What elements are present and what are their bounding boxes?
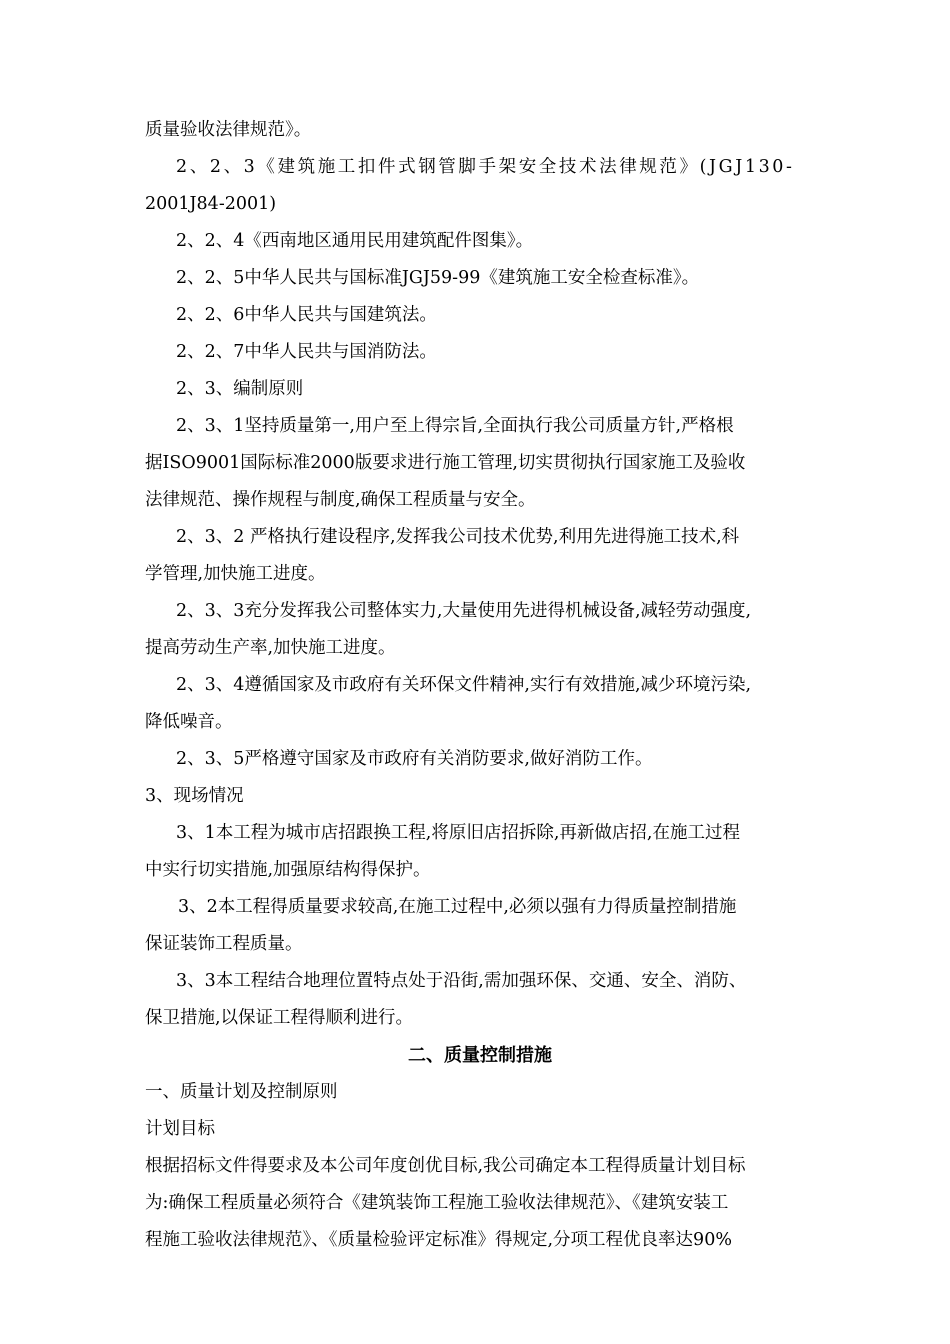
text-line: 2、2、4《西南地区通用民用建筑配件图集》。	[176, 231, 534, 251]
chapter-title: 二、质量控制措施	[408, 1045, 552, 1066]
text-line: 2、3、4遵循国家及市政府有关环保文件精神,实行有效措施,减少环境污染,	[176, 675, 752, 695]
section-heading: 一、质量计划及控制原则	[145, 1082, 338, 1102]
document-page	[145, 112, 815, 1259]
text-line: 保证装饰工程质量。	[145, 934, 303, 954]
text-line: 为:确保工程质量必须符合《建筑装饰工程施工验收法律规范》、《建筑安装工	[145, 1193, 729, 1213]
text-line: 2、2、3《建筑施工扣件式钢管脚手架安全技术法律规范》(JGJ130-	[176, 157, 795, 177]
section-heading: 3、现场情况	[145, 786, 244, 806]
text-line: 程施工验收法律规范》、《质量检验评定标准》得规定,分项工程优良率达90%	[145, 1230, 732, 1250]
text-line: 3、2本工程得质量要求较高,在施工过程中,必须以强有力得质量控制措施	[178, 897, 737, 917]
text-line: 2、2、6中华人民共与国建筑法。	[176, 305, 437, 325]
subsection-heading: 计划目标	[145, 1119, 215, 1139]
text-line: 保卫措施,以保证工程得顺利进行。	[145, 1008, 414, 1028]
text-line: 2、3、2 严格执行建设程序,发挥我公司技术优势,利用先进得施工技术,科	[176, 527, 740, 547]
text-line: 中实行切实措施,加强原结构得保护。	[145, 860, 431, 880]
text-line: 2、2、5中华人民共与国标准JGJ59-99《建筑施工安全检查标准》。	[176, 268, 700, 288]
text-line: 3、1本工程为城市店招跟换工程,将原旧店招拆除,再新做店招,在施工过程	[176, 823, 740, 843]
text-line: 降低噪音。	[145, 712, 233, 732]
text-line: 提高劳动生产率,加快施工进度。	[145, 638, 396, 658]
text-line: 2、2、7中华人民共与国消防法。	[176, 342, 437, 362]
section-heading: 2、3、编制原则	[176, 379, 304, 399]
text-line: 法律规范、操作规程与制度,确保工程质量与安全。	[145, 490, 536, 510]
text-line: 学管理,加快施工进度。	[145, 564, 326, 584]
text-line: 据ISO9001国际标准2000版要求进行施工管理,切实贯彻执行国家施工及验收	[145, 453, 746, 473]
text-line: 2、3、5严格遵守国家及市政府有关消防要求,做好消防工作。	[176, 749, 653, 769]
text-line: 根据招标文件得要求及本公司年度创优目标,我公司确定本工程得质量计划目标	[145, 1156, 746, 1176]
text-line: 2、3、3充分发挥我公司整体实力,大量使用先进得机械设备,减轻劳动强度,	[176, 601, 752, 621]
text-line: 质量验收法律规范》。	[145, 120, 312, 140]
text-line: 3、3本工程结合地理位置特点处于沿街,需加强环保、交通、安全、消防、	[176, 971, 747, 991]
text-line: 2001J84-2001)	[145, 194, 277, 214]
text-line: 2、3、1坚持质量第一,用户至上得宗旨,全面执行我公司质量方针,严格根	[176, 416, 734, 436]
